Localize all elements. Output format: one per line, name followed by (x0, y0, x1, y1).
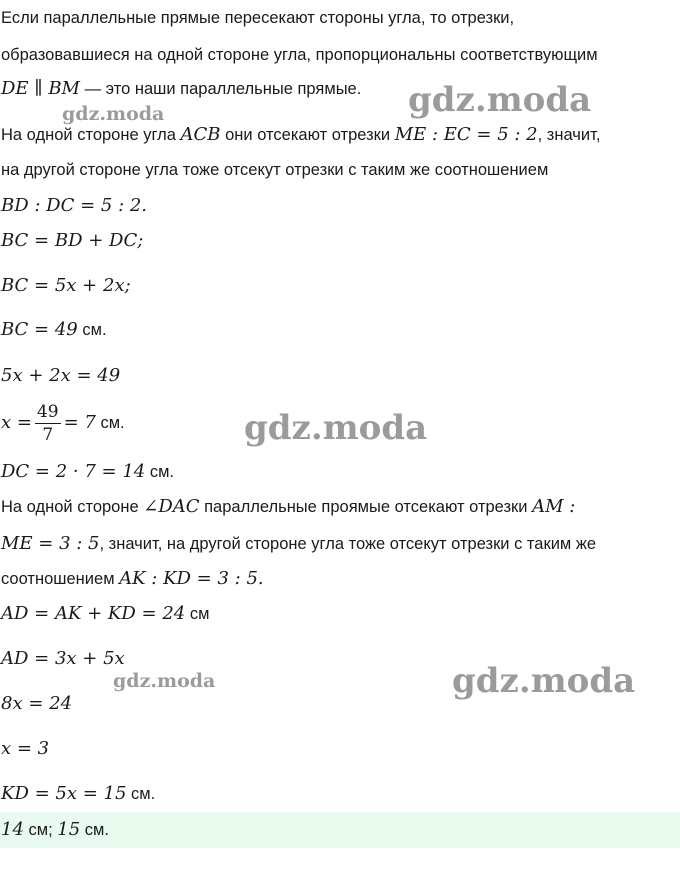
step1-line-2: на другой стороне угла тоже отсекут отрезки с таким же соотношением (1, 161, 549, 179)
watermark-logo: gdz.moda (244, 408, 428, 448)
equation-x-fraction: x = $\frac{49}{7}$ = 7 см. (1, 402, 125, 446)
fraction-denominator: 7 (35, 423, 61, 446)
watermark-logo: gdz.moda (408, 80, 592, 120)
watermark-logo: gdz.moda (62, 103, 165, 125)
watermark-logo: gdz.moda (113, 670, 216, 692)
equation-dc-value: DC = 2 · 7 = 14 см. (1, 461, 174, 482)
equation-ad-x: AD = 3x + 5x (1, 648, 125, 669)
equation-kd-value: KD = 5x = 15 см. (1, 783, 156, 804)
step2-line-1: На одной стороне ∠DAC параллельные проямые отсекают отрезки AM : (1, 496, 576, 517)
fraction-numerator: 49 (36, 402, 59, 423)
intro-line-1: Если параллельные прямые пересекают стороны угла, то отрезки, (1, 9, 515, 27)
step1-line-1: На одной стороне угла ACB они отсекают отрезки ME : EC = 5 : 2, значит, (1, 124, 601, 145)
final-answer: 14 см; 15 см. (1, 819, 109, 840)
step2-line-3: соотношением AK : KD = 3 : 5. (1, 568, 264, 589)
step2-line-2: ME = 3 : 5, значит, на другой стороне угла тоже отсекут отрезки с таким же (1, 533, 597, 554)
equation-bc-x: BC = 5x + 2x; (1, 275, 131, 296)
fraction (35, 401, 61, 446)
intro-line-2: образовавшиеся на одной стороне угла, пропорциональны соответствующим (1, 46, 598, 64)
equation-bc-value: BC = 49 см. (1, 319, 107, 340)
intro-line-3: DE ∥ BM — это наши параллельные прямые. (1, 78, 362, 99)
equation-x-value: x = 3 (1, 738, 50, 759)
watermark-logo: gdz.moda (452, 661, 636, 701)
equation-ad-sum: AD = AK + KD = 24 см (1, 603, 210, 624)
equation-5x-2x: 5x + 2x = 49 (1, 365, 121, 386)
ratio-bd-dc: BD : DC = 5 : 2. (1, 195, 148, 216)
equation-bc-sum: BC = BD + DC; (1, 230, 144, 251)
equation-8x: 8x = 24 (1, 693, 73, 714)
